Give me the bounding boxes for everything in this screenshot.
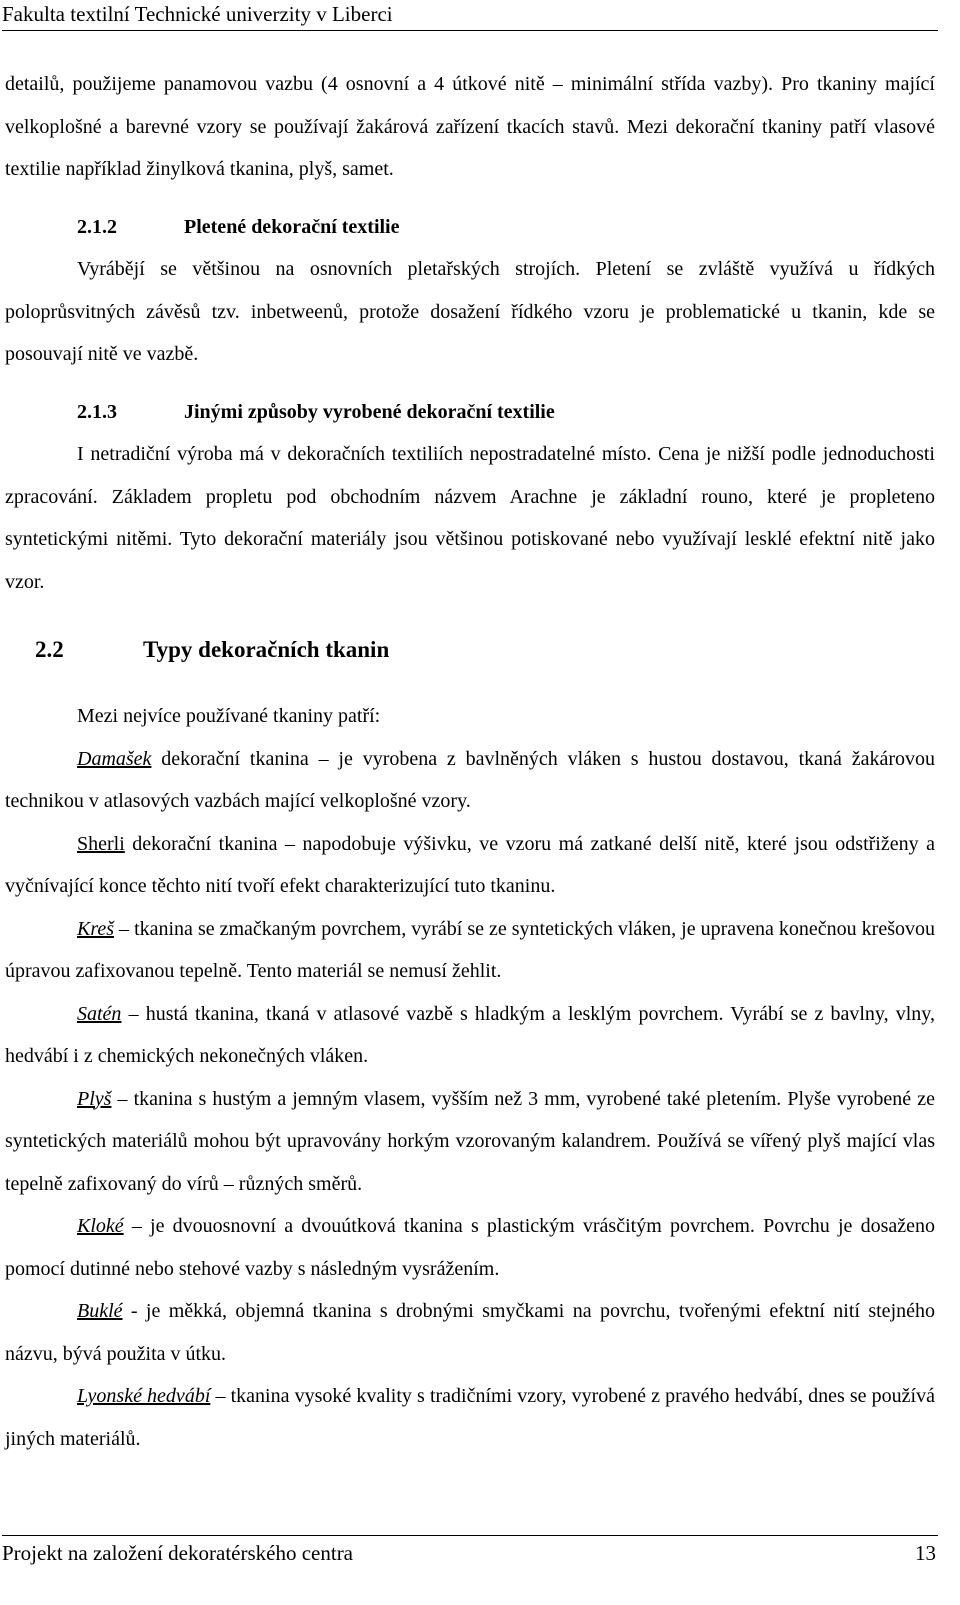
fabric-description: dekorační tkanina – je vyrobena z bavlněných vláken s hustou dostavou, tkaná žakárovou technikou v atlasových vazbách mající velkoplošné vzory. <box>5 747 935 812</box>
fabric-entry-damasek <box>5 738 935 823</box>
section-number: 2.1.3 <box>77 400 117 423</box>
page-footer <box>2 1535 938 1570</box>
fabric-description: – hustá tkanina, tkaná v atlasové vazbě s hladkým a lesklým povrchem. Vyrábí se z bavlny, vlny, hedvábí i z chemických nekonečných vláken. <box>5 1002 935 1067</box>
fabric-entry-kloke <box>5 1205 935 1290</box>
section-number: 2.2 <box>35 637 64 662</box>
fabric-entry-saten <box>5 993 935 1078</box>
section-2-1-3-paragraph: I netradiční výroba má v dekoračních textiliích nepostradatelné místo. Cena je nižší podle jednoduchosti zpracování. Základem propletu pod obchodním názvem Arachne je základní rouno, které je propleteno syntetickými nitěmi. Tyto dekorační materiály jsou většinou potiskované nebo využívají lesklé efektní nitě jako vzor. <box>5 443 935 593</box>
fabric-entry-lyonske-hedvabi <box>5 1375 935 1460</box>
intro-paragraph: detailů, použijeme panamovou vazbu (4 osnovní a 4 útkové nitě – minimální střída vazby). Pro tkaniny mající velkoplošné a barevné vzory se používají žakárová zařízení tkacích stavů. Mezi dekorační tkaniny patří vlasové textilie například žinylková tkanina, plyš, samet. <box>5 73 935 180</box>
fabric-description: – tkanina se zmačkaným povrchem, vyrábí se ze syntetických vláken, je upravena konečnou krešovou úpravou zafixovanou tepelně. Tento materiál se nemusí žehlit. <box>5 917 935 982</box>
fabric-entry-bukle <box>5 1290 935 1375</box>
fabric-term: Kreš <box>77 917 115 940</box>
section-heading-2-1-2 <box>5 206 935 249</box>
fabric-term: Kloké <box>77 1215 124 1237</box>
section-heading-2-1-3 <box>5 391 935 434</box>
fabric-description: – je dvouosnovní a dvouútková tkanina s plastickým vrásčitým povrchem. Povrchu je dosaženo pomocí dutinné nebo stehové vazby s následným vysrážením. <box>5 1215 935 1280</box>
section-title: Jinými způsoby vyrobené dekorační textilie <box>184 400 555 423</box>
fabric-entry-kres <box>5 908 935 993</box>
fabric-description: – tkanina s hustým a jemným vlasem, vyšším než 3 mm, vyrobené také pletením. Plyše vyrobené ze syntetických materiálů mohou být upravovány horkým vzorovaným kalandrem. Používá se vířený plyš mající vlas tepelně zafixovaný do vírů – různých směrů. <box>5 1087 935 1195</box>
section-title: Typy dekoračních tkanin <box>143 637 390 662</box>
fabric-description: – tkanina vysoké kvality s tradičními vzory, vyrobené z pravého hedvábí, dnes se používá jiných materiálů. <box>5 1385 935 1450</box>
section-2-2-lead: Mezi nejvíce používané tkaniny patří: <box>77 705 381 727</box>
section-number: 2.1.2 <box>77 215 117 238</box>
fabric-term: Plyš <box>77 1087 112 1110</box>
page-number: 13 <box>915 1541 936 1565</box>
section-2-1-2-paragraph: Vyrábějí se většinou na osnovních pletařských strojích. Pletení se zvláště využívá u řídkých poloprůsvitných závěsů tzv. inbetweenů, protože dosažení řídkého vzoru je problematické u tkanin, kde se posouvají nitě ve vazbě. <box>5 258 935 365</box>
page-header <box>2 0 938 31</box>
fabric-term: Lyonské hedvábí <box>77 1385 211 1407</box>
footer-title: Projekt na založení dekoratérského centra <box>2 1541 354 1565</box>
section-heading-2-2 <box>5 625 935 675</box>
header-title: Fakulta textilní Technické univerzity v Liberci <box>2 2 393 26</box>
fabric-term: Damašek <box>77 747 152 770</box>
fabric-entry-plys <box>5 1078 935 1206</box>
fabric-description: - je měkká, objemná tkanina s drobnými smyčkami na povrchu, tvořenými efektní nití stejného názvu, bývá použita v útku. <box>5 1300 935 1365</box>
fabric-term: Satén <box>77 1002 122 1025</box>
fabric-entry-sherli <box>5 823 935 908</box>
section-title: Pletené dekorační textilie <box>184 215 400 238</box>
fabric-description: dekorační tkanina – napodobuje výšivku, ve vzoru má zatkané delší nitě, které jsou odstřiženy a vyčnívající konce těchto nití tvoří efekt charakterizující tuto tkaninu. <box>5 832 935 897</box>
fabric-term: Sherli <box>77 832 125 855</box>
fabric-term: Buklé <box>77 1300 123 1322</box>
page-content <box>5 63 935 1460</box>
